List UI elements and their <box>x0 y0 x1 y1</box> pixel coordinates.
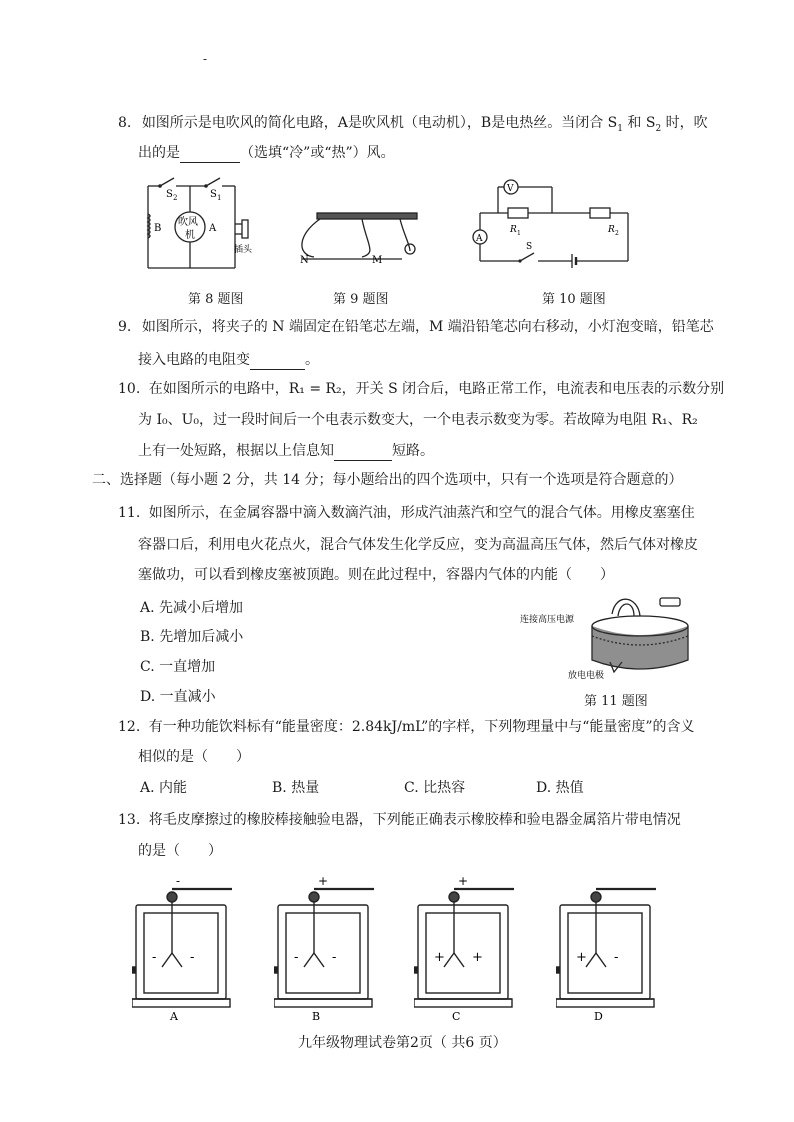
q11-container-figure <box>520 592 700 682</box>
section-2-heading: 二、选择题（每小题 2 分，共 14 分；每小题给出的四个选项中，只有一个选项是符合题意的） <box>92 472 683 488</box>
q11-option-a[interactable]: A. 先减小后增加 <box>140 600 244 616</box>
q8-text-2b: （选填“冷”或“热”）风。 <box>240 145 395 161</box>
electroscope-a[interactable] <box>132 875 242 1029</box>
electroscope-b[interactable] <box>274 875 384 1029</box>
q9-line1 <box>118 317 714 337</box>
q13-text-1: 将毛皮摩擦过的橡胶棒接触验电器，下列能正确表示橡胶棒和验电器金属箔片带电情况 <box>148 812 681 828</box>
electroscope-option-label: B <box>312 1010 321 1023</box>
q11-text-1: 如图所示，在金属容器中滴入数滴汽油，形成汽油蒸汽和空气的混合气体。用橡皮塞塞住 <box>148 505 695 521</box>
q13-number: 13. <box>118 812 141 828</box>
q10-text-1: 在如图所示的电路中，R₁ = R₂，开关 S 闭合后，电路正常工作，电流表和电压表的示数分别 <box>148 381 725 397</box>
q10-a-label: A <box>476 234 483 244</box>
q8-motor-label-1: 吹风 <box>178 217 198 228</box>
q10-number: 10. <box>118 381 141 397</box>
q8-line2 <box>138 143 395 163</box>
q10-s-label: S <box>526 242 533 252</box>
q12-text-1: 有一种功能饮料标有“能量密度：2.84kJ/mL”的字样，下列物理量中与“能量密度”的含义 <box>148 719 695 735</box>
right-foil-charge-sign: - <box>190 950 195 965</box>
q10-r1-label: R <box>510 225 517 235</box>
q10-r2-label: R <box>608 225 615 235</box>
q8-number: 8. <box>118 115 132 131</box>
q11-option-c[interactable]: C. 一直增加 <box>140 659 216 675</box>
left-foil-charge-sign: + <box>576 950 587 965</box>
q10-r1-sub: 1 <box>517 230 521 237</box>
q13-line2: 的是（ ） <box>138 843 222 859</box>
q10-text-3a: 上有一处短路，根据以上信息知 <box>138 443 334 459</box>
q9-pencil-figure <box>292 205 432 265</box>
q8-answer-blank[interactable] <box>180 148 240 163</box>
q10-text-3b: 短路。 <box>392 443 434 459</box>
electroscope-c[interactable] <box>414 875 524 1029</box>
q10-v-label: V <box>507 184 514 194</box>
q9-text-2a: 接入电路的电阻变 <box>138 352 250 368</box>
q10-circuit-figure <box>470 175 640 270</box>
q9-text-1: 如图所示，将夹子的 N 端固定在铅笔芯左端，M 端沿铅笔芯向右移动，小灯泡变暗，铅笔芯 <box>141 319 714 335</box>
q12-number: 12. <box>118 719 141 735</box>
q8-b-label: B <box>154 223 162 234</box>
q11-number: 11. <box>118 505 141 521</box>
q10-line2: 为 I₀、U₀，过一段时间后一个电表示数变大，一个电表示数变为零。若故障为电阻 R₁、R₂ <box>138 412 698 428</box>
q11-line2: 容器口后，利用电火花点火，混合气体发生化学反应，变为高温高压气体，然后气体对橡皮 <box>138 537 698 553</box>
electroscope-option-label: A <box>170 1010 178 1023</box>
q12-option-b[interactable]: B. 热量 <box>272 780 320 796</box>
q8-plug-label: 插头 <box>234 245 253 255</box>
q11-label-electrode: 放电电极 <box>568 671 605 681</box>
q12-option-a[interactable]: A. 内能 <box>140 780 188 796</box>
right-foil-charge-sign: + <box>472 950 483 965</box>
q9-line2 <box>138 350 319 370</box>
electroscope-d[interactable] <box>556 875 666 1029</box>
q8-s1-sub: 1 <box>617 123 623 134</box>
rod-charge-sign: + <box>318 875 329 888</box>
q8-text-2a: 出的是 <box>138 145 180 161</box>
q9-text-2b: 。 <box>305 352 319 368</box>
q11-label-power: 连接高压电源 <box>520 615 575 625</box>
q12-option-c[interactable]: C. 比热容 <box>404 780 466 796</box>
q10-line3 <box>138 441 434 461</box>
q10-r2-sub: 2 <box>615 230 619 237</box>
q8-text-mid: 和 S <box>622 115 656 131</box>
q8-a-label: A <box>209 223 217 234</box>
q8-line1 <box>118 113 708 139</box>
left-foil-charge-sign: + <box>434 950 445 965</box>
electroscope-option-label: C <box>452 1010 461 1023</box>
right-foil-charge-sign: - <box>614 950 619 965</box>
left-foil-charge-sign: - <box>152 950 157 965</box>
top-mark: - <box>203 52 208 66</box>
q8-s1-label: S <box>210 189 217 200</box>
q10-answer-blank[interactable] <box>334 446 392 461</box>
q8-caption: 第 8 题图 <box>188 292 244 307</box>
q11-line3: 塞做功，可以看到橡皮塞被顶跑。则在此过程中，容器内气体的内能（ ） <box>138 567 614 583</box>
left-foil-charge-sign: - <box>294 950 299 965</box>
q9-answer-blank[interactable] <box>250 355 305 370</box>
rod-charge-sign: + <box>458 875 469 888</box>
q8-s2-sub-label: 2 <box>173 194 178 202</box>
q11-option-b[interactable]: B. 先增加后减小 <box>140 629 244 645</box>
q8-s1-sub-label: 1 <box>217 194 222 202</box>
q8-text-1: 如图所示是电吹风的简化电路，A是吹风机（电动机），B是电热丝。当闭合 S <box>141 115 618 131</box>
q8-s2-sub: 2 <box>655 123 662 134</box>
q8-circuit-figure <box>130 172 260 278</box>
q11-option-d[interactable]: D. 一直减小 <box>140 689 216 705</box>
q9-caption: 第 9 题图 <box>333 292 389 307</box>
q11-caption: 第 11 题图 <box>584 694 648 709</box>
q12-line1 <box>118 717 695 737</box>
q8-motor-label-2: 机 <box>185 230 195 241</box>
rod-charge-sign: - <box>176 875 181 888</box>
q11-line1 <box>118 503 695 523</box>
q9-m-label: M <box>372 255 383 265</box>
q12-option-d[interactable]: D. 热值 <box>536 780 584 796</box>
q9-n-label: N <box>300 255 309 265</box>
q8-text-end: 时，吹 <box>661 115 708 131</box>
q13-line1 <box>118 810 681 830</box>
q10-caption: 第 10 题图 <box>542 292 606 307</box>
q12-line2: 相似的是（ ） <box>138 749 250 765</box>
page-footer: 九年级物理试卷第2页（ 共6 页） <box>298 1035 507 1051</box>
electroscope-option-label: D <box>594 1010 603 1023</box>
q9-number: 9. <box>118 319 132 335</box>
q10-line1 <box>118 379 724 399</box>
right-foil-charge-sign: - <box>332 950 337 965</box>
q8-s2-label: S <box>166 189 173 200</box>
